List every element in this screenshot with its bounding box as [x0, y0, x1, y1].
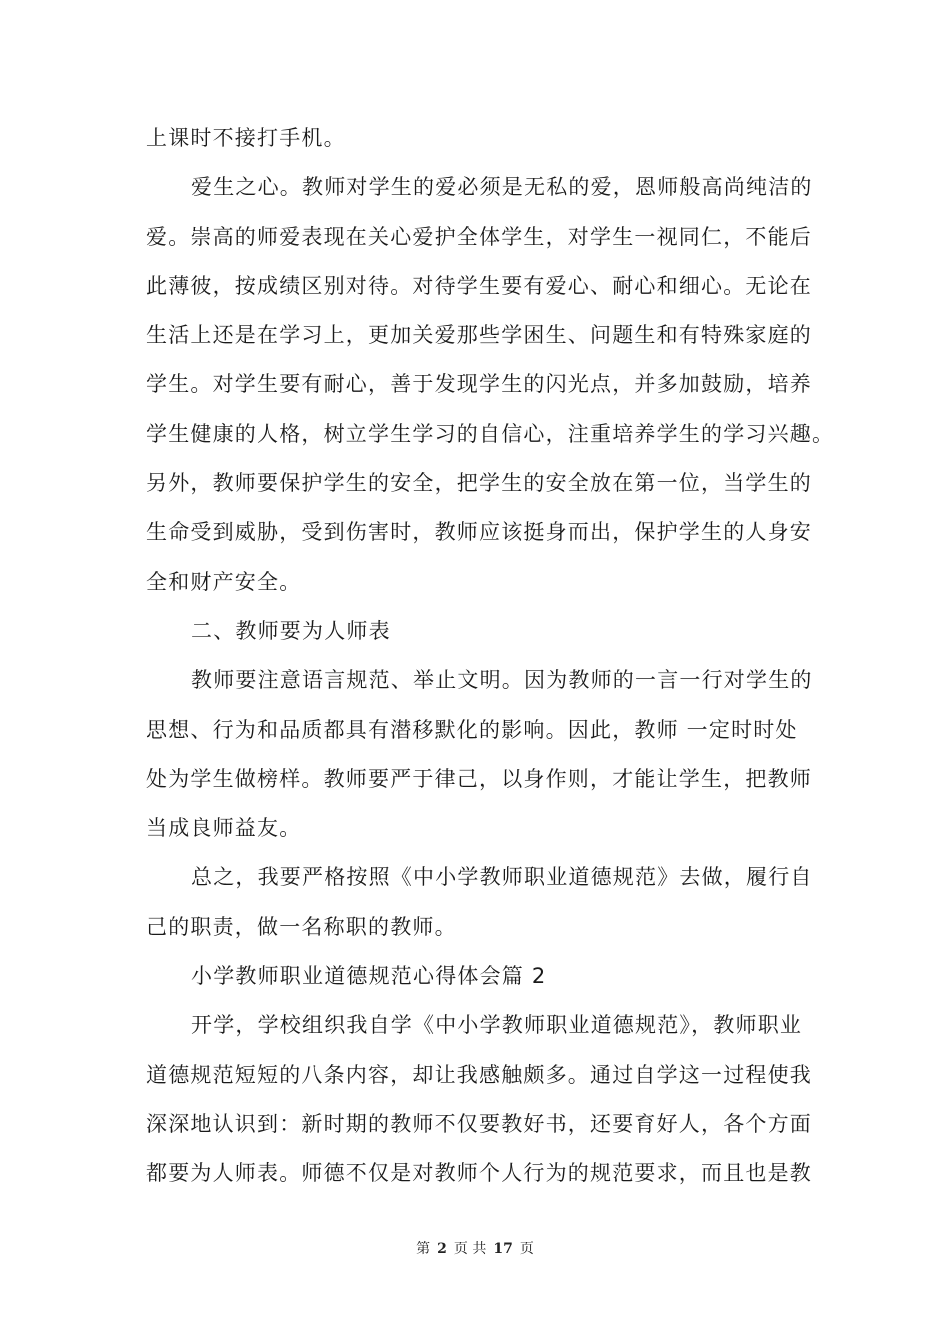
page-footer — [0, 1238, 950, 1258]
text-line: 爱生之心。教师对学生的爱必须是无私的爱，恩师般高尚纯洁的 — [191, 175, 813, 200]
text-line: 处为学生做榜样。教师要严于律己，以身作则，才能让学生，把教师 — [146, 766, 812, 791]
text-line: 总之，我要严格按照《中小学教师职业道德规范》去做，履行自 — [191, 865, 813, 890]
text-line: 生活上还是在学习上，更加关爱那些学困生、问题生和有特殊家庭的 — [146, 323, 812, 348]
text-line: 此薄彼，按成绩区别对待。对待学生要有爱心、耐心和细心。无论在 — [146, 273, 812, 298]
text-line: 深深地认识到：新时期的教师不仅要教好书，还要育好人，各个方面 — [146, 1111, 812, 1136]
text-line: 都要为人师表。师德不仅是对教师个人行为的规范要求，而且也是教 — [146, 1161, 812, 1186]
text-line: 上课时不接打手机。 — [146, 126, 346, 150]
footer-prefix: 第 — [416, 1241, 431, 1257]
article-title: 小学教师职业道德规范心得体会篇 2 — [191, 964, 547, 989]
footer-suffix: 页 — [519, 1241, 534, 1257]
section-heading: 二、教师要为人师表 — [191, 618, 391, 643]
page-total: 17 — [493, 1241, 513, 1257]
page-number: 2 — [437, 1241, 447, 1257]
text-line: 爱。崇高的师爱表现在关心爱护全体学生，对学生一视同仁，不能后 — [146, 224, 812, 249]
text-line: 学生健康的人格，树立学生学习的自信心，注重培养学生的学习兴趣。 — [146, 421, 835, 446]
text-line: 思想、行为和品质都具有潜移默化的影响。因此，教师 一定时时处 — [146, 717, 798, 742]
text-line: 生命受到威胁，受到伤害时，教师应该挺身而出，保护学生的人身安 — [146, 520, 812, 545]
text-line: 道德规范短短的八条内容，却让我感触颇多。通过自学这一过程使我 — [146, 1062, 812, 1087]
text-line: 全和财产安全。 — [146, 569, 302, 594]
footer-middle: 页 共 — [453, 1241, 487, 1257]
text-line: 己的职责，做一名称职的教师。 — [146, 914, 457, 939]
document-body — [146, 114, 835, 1199]
text-line: 当成良师益友。 — [146, 816, 302, 841]
text-line: 学生。对学生要有耐心，善于发现学生的闪光点，并多加鼓励，培养 — [146, 372, 812, 397]
text-line: 教师要注意语言规范、举止文明。因为教师的一言一行对学生的 — [191, 668, 813, 693]
text-line: 开学，学校组织我自学《中小学教师职业道德规范》，教师职业 — [191, 1013, 803, 1038]
text-line: 另外，教师要保护学生的安全，把学生的安全放在第一位，当学生的 — [146, 471, 812, 496]
